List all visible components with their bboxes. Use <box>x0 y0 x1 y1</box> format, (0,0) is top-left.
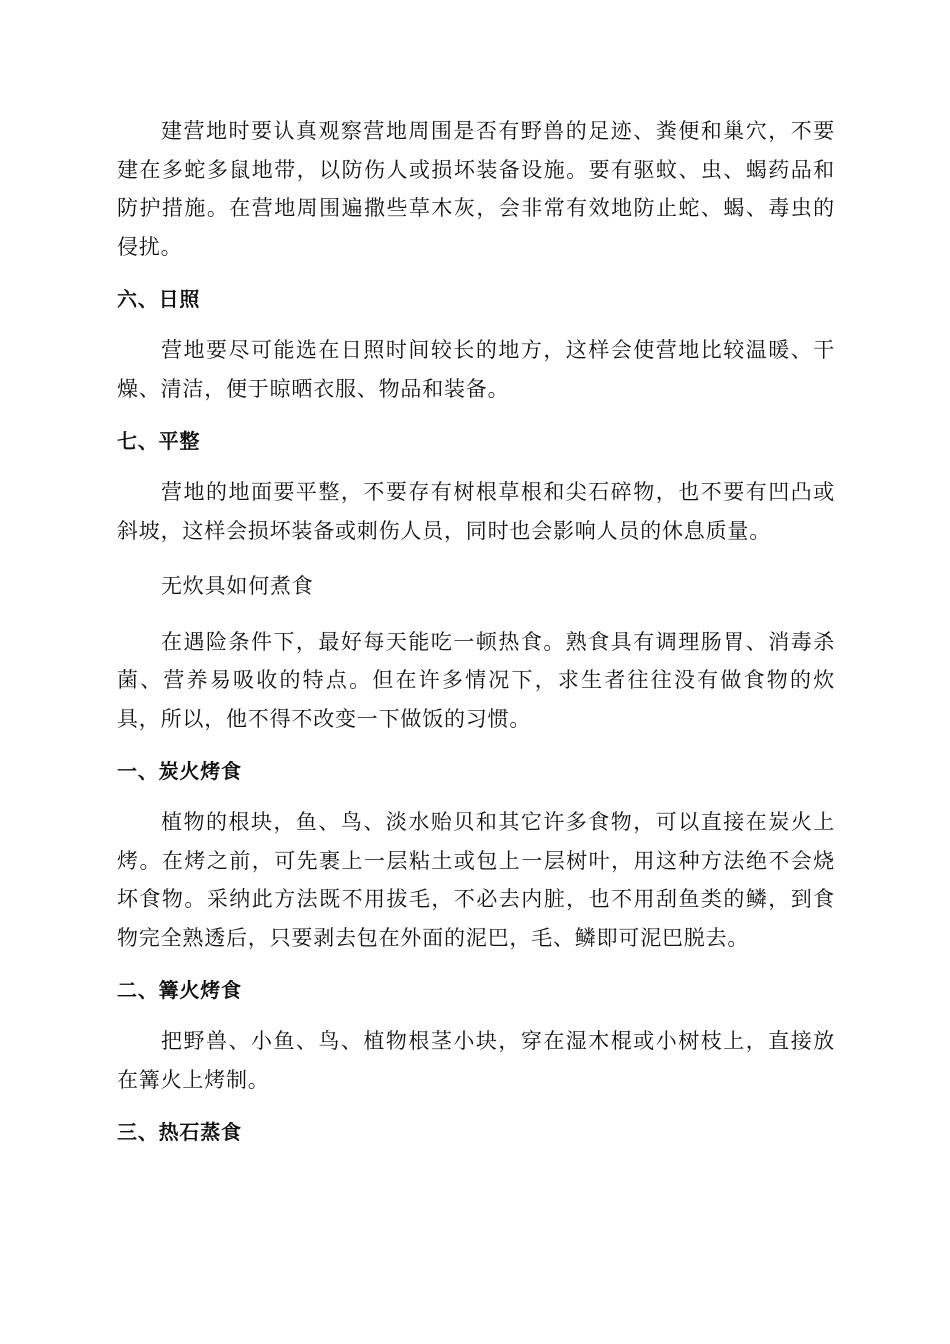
subtitle-cooking-without-utensils: 无炊具如何煮食 <box>161 574 314 598</box>
paragraph-sunlight: 营地要尽可能选在日照时间较长的地方，这样会使营地比较温暖、干燥、清洁，便于晾晒衣服、物品和装备。 <box>117 338 835 401</box>
paragraph-flatness: 营地的地面要平整，不要存有树根草根和尖石碎物，也不要有凹凸或斜坡，这样会损坏装备或刺伤人员，同时也会影响人员的休息质量。 <box>117 480 835 543</box>
paragraph-campfire-roasting: 把野兽、小鱼、鸟、植物根茎小块，穿在湿木棍或小树枝上，直接放在篝火上烤制。 <box>117 1029 835 1092</box>
heading-hot-stone-steaming: 三、热石蒸食 <box>117 1120 242 1144</box>
paragraph-charcoal-roasting: 植物的根块，鱼、鸟、淡水贻贝和其它许多食物，可以直接在炭火上烤。在烤之前，可先裹上一层粘土或包上一层树叶，用这种方法绝不会烧坏食物。采纳此方法既不用拔毛，不必去内脏，也不用刮鱼类的鳞，到食物完全熟透后，只要剥去包在外面的泥巴，毛、鳞即可泥巴脱去。 <box>117 810 835 950</box>
heading-charcoal-roasting: 一、炭火烤食 <box>117 759 242 783</box>
paragraph-campsite-safety: 建营地时要认真观察营地周围是否有野兽的足迹、粪便和巢穴，不要建在多蛇多鼠地带，以防伤人或损坏装备设施。要有驱蚊、虫、蝎药品和防护措施。在营地周围遍撒些草木灰，会非常有效地防止蛇、蝎、毒虫的侵扰。 <box>117 119 835 259</box>
heading-flatness: 七、平整 <box>117 429 201 453</box>
paragraph-cooking-intro: 在遇险条件下，最好每天能吃一顿热食。熟食具有调理肠胃、消毒杀菌、营养易吸收的特点。但在许多情况下，求生者往往没有做食物的炊具，所以，他不得不改变一下做饭的习惯。 <box>117 629 835 731</box>
document-page <box>117 112 835 1148</box>
heading-sunlight: 六、日照 <box>117 287 201 311</box>
heading-campfire-roasting: 二、篝火烤食 <box>117 978 242 1002</box>
